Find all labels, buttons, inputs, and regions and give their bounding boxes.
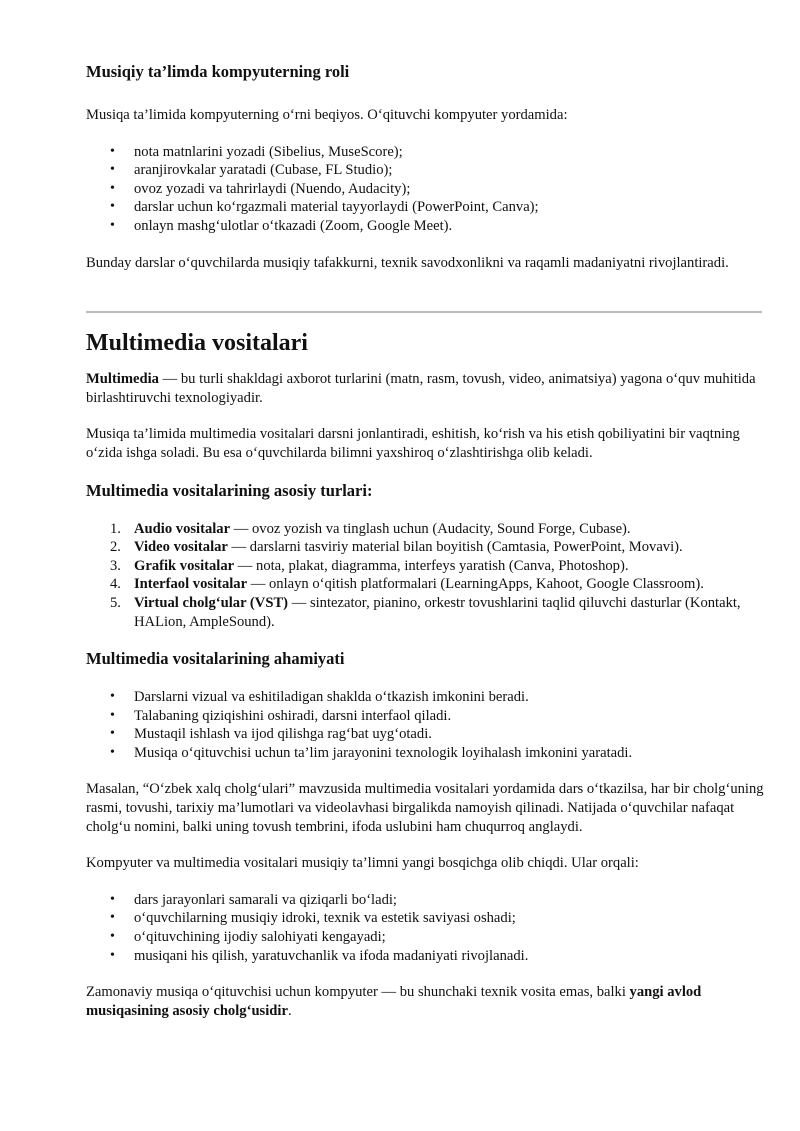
section-heading-types: Multimedia vositalarining asosiy turlari: [86,480,373,500]
list-item: • ovoz yozadi va tahrirlaydi (Nuendo, Audacity); [86,180,766,199]
section-heading-computer-role: Musiqiy ta’limda kompyuterning roli [86,62,350,81]
list-item: 5. Virtual cholg‘ular (VST) — sintezator, pianino, orkestr tovushlarini taqlid qiluvchi dasturlar (Kontakt, HALion, AmpleSound). [110,594,741,630]
list-item: 1. Audio vositalar — ovoz yozish va tinglash uchun (Audacity, Sound Forge, Cubase). [110,520,631,537]
body-paragraph: Musiqa ta’limida multimedia vositalari darsni jonlantiradi, eshitish, ko‘rish va his etish qobiliyatini bir vaqtning o‘zida ishga soladi. Bu esa o‘quvchilarda bilimni yaxshiroq o‘zlashtirishga olib keladi. [86,426,740,461]
list-item: • Musiqa o‘qituvchisi uchun ta’lim jarayonini texnologik loyihalash imkonini yaratadi. [86,744,766,763]
list-item: • Talabaning qiziqishini oshiradi, darsni interfaol qiladi. [86,707,766,726]
section-heading-importance: Multimedia vositalarining ahamiyati [86,649,345,669]
page-title: Multimedia vositalari [86,330,308,357]
conclusion-paragraph: Bunday darslar o‘quvchilarda musiqiy tafakkurni, texnik savodxonlikni va raqamli madaniyatni rivojlantiradi. [86,254,729,271]
list-item: • nota matnlarini yozadi (Sibelius, MuseScore); [86,143,766,162]
list-item: 2. Video vositalar — darslarni tasviriy material bilan boyitish (Camtasia, PowerPoint, Movavi). [110,539,683,556]
example-paragraph: Masalan, “O‘zbek xalq cholg‘ulari” mavzusida multimedia vositalari yordamida dars o‘tkazilsa, har bir cholg‘uning rasmi, tovushi, tarixiy ma’lumotlari va videolavhasi birgalikda namoyish qilinadi. Natijada o‘quvchilar nafaqat cholg‘u nomini, balki uning tovush tembrini, ifoda uslubini ham chuqurroq anglaydi. [86,781,764,835]
definition-term: Multimedia [86,371,159,388]
results-list [86,891,766,965]
list-item: • dars jarayonlari samarali va qiziqarli bo‘ladi; [86,891,766,910]
definition-paragraph [86,370,766,407]
intro-paragraph: Musiqa ta’limida kompyuterning o‘rni beqiyos. O‘qituvchi kompyuter yordamida: [86,107,568,123]
horizontal-divider [86,311,762,313]
final-emphasis: yangi avlod musiqasining asosiy cholg‘usidir [86,984,702,1019]
final-paragraph: Zamonaviy musiqa o‘qituvchisi uchun kompyuter — bu shunchaki texnik vosita emas, balki yangi avlod musiqasining asosiy cholg‘usidir. [86,984,702,1019]
list-item: • darslar uchun ko‘rgazmali material tayyorlaydi (PowerPoint, Canva); [86,198,766,217]
list-item: • o‘qituvchining ijodiy salohiyati kengayadi; [86,928,766,947]
list-item: • aranjirovkalar yaratadi (Cubase, FL Studio); [86,161,766,180]
computer-uses-list [86,143,766,236]
list-item: 3. Grafik vositalar — nota, plakat, diagramma, interfeys yaratish (Canva, Photoshop). [110,557,629,574]
list-item: • Darslarni vizual va eshitiladigan shaklda o‘tkazish imkonini beradi. [86,688,766,707]
types-list [86,520,766,632]
list-item: • onlayn mashg‘ulotlar o‘tkazadi (Zoom, Google Meet). [86,217,766,236]
list-item: • musiqani his qilish, yaratuvchanlik va ifoda madaniyati rivojlanadi. [86,947,766,966]
list-item: • Mustaqil ishlash va ijod qilishga rag‘bat uyg‘otadi. [86,725,766,744]
definition-text: — bu turli shakldagi axborot turlarini (matn, rasm, tovush, video, animatsiya) yagona o‘quv muhitida birlashtiruvchi texnologiyadir. [86,371,756,406]
document-content [86,62,766,1020]
list-item: 4. Interfaol vositalar — onlayn o‘qitish platformalari (LearningApps, Kahoot, Google Classroom). [110,576,704,593]
lead-paragraph: Kompyuter va multimedia vositalari musiqiy ta’limni yangi bosqichga olib chiqdi. Ular orqali: [86,855,639,872]
list-item: • o‘quvchilarning musiqiy idroki, texnik va estetik saviyasi oshadi; [86,909,766,928]
importance-list [86,688,766,762]
